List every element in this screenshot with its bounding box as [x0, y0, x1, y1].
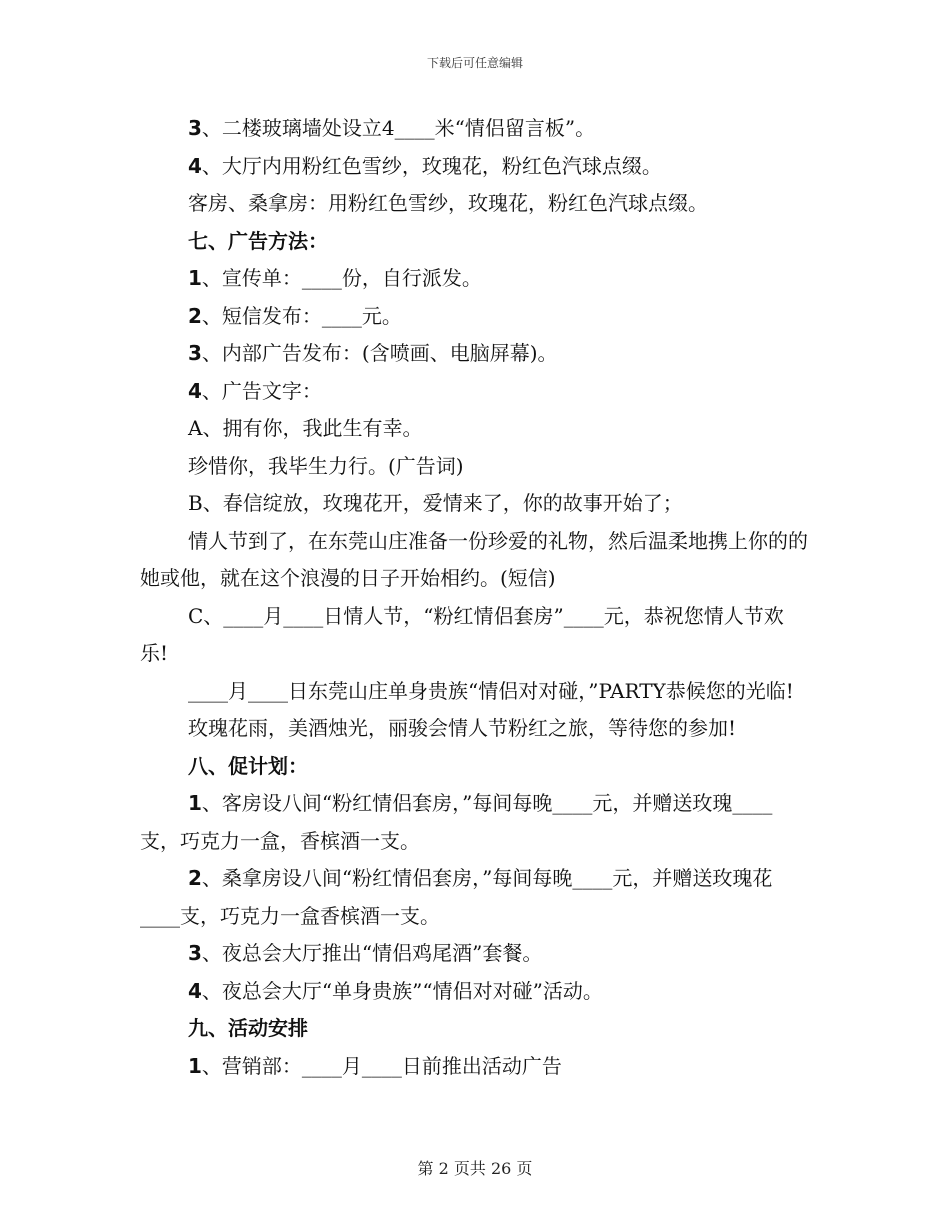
paragraph	[140, 860, 810, 935]
item-number: 1	[188, 1053, 202, 1078]
item-number: 3	[188, 116, 202, 140]
section-heading	[140, 748, 810, 786]
paragraph-text: 、营销部：____月____日前推出活动广告	[201, 1053, 562, 1078]
paragraph-text: 、内部广告发布：(含喷画、电脑屏幕)。	[201, 341, 558, 365]
paragraph	[140, 373, 810, 411]
paragraph	[140, 260, 810, 298]
paragraph	[140, 935, 810, 973]
section-heading	[140, 223, 810, 261]
paragraph	[140, 973, 810, 1011]
item-number: 4	[188, 378, 202, 403]
document-body	[140, 110, 810, 1085]
paragraph-text: 客房、桑拿房：用粉红色雪纱，玫瑰花，粉红色汽球点缀。	[188, 191, 708, 215]
section-heading	[140, 1010, 810, 1048]
paragraph-text: 珍惜你，我毕生力行。(广告词)	[188, 453, 464, 478]
paragraph-text: 、宣传单：____份，自行派发。	[201, 266, 482, 290]
paragraph	[140, 298, 810, 336]
page-number: 第 2 页共 26 页	[417, 1159, 533, 1178]
paragraph-text: 八、促计划：	[188, 753, 308, 778]
item-number: 4	[188, 153, 202, 178]
item-number: 2	[188, 303, 202, 328]
paragraph	[140, 710, 810, 748]
item-number: 2	[188, 866, 202, 890]
paragraph-text: 、二楼玻璃墙处设立4____米“情侣留言板”。	[201, 116, 596, 140]
header-note: 下载后可任意编辑	[426, 56, 523, 70]
paragraph	[140, 523, 810, 598]
paragraph-text: 玫瑰花雨，美酒烛光，丽骏会情人节粉红之旅，等待您的参加!	[188, 716, 737, 740]
paragraph	[140, 410, 810, 448]
paragraph	[140, 1048, 810, 1086]
paragraph	[140, 785, 810, 860]
paragraph	[140, 148, 810, 186]
paragraph-text: B、春信绽放，玫瑰花开，爱情来了，你的故事开始了；	[188, 491, 683, 515]
paragraph-text: 、大厅内用粉红色雪纱，玫瑰花，粉红色汽球点缀。	[201, 153, 662, 178]
item-number: 1	[188, 266, 202, 290]
item-number: 4	[188, 978, 202, 1003]
paragraph-text: 、桑拿房设八间“粉红情侣套房，”每间每晚____元，并赠送玫瑰花____支，巧克力一盒香槟酒一支。	[140, 866, 773, 928]
item-number: 3	[188, 341, 202, 365]
page-footer	[0, 1156, 950, 1179]
item-number: 1	[188, 791, 202, 815]
paragraph	[140, 448, 810, 486]
paragraph-text: A、拥有你，我此生有幸。	[188, 416, 423, 440]
paragraph	[140, 335, 810, 373]
paragraph-text: 、夜总会大厅推出“情侣鸡尾酒”套餐。	[201, 941, 543, 965]
paragraph-text: 、广告文字：	[201, 378, 322, 403]
paragraph	[140, 598, 810, 673]
paragraph-text: 、夜总会大厅“单身贵族”“情侣对对碰”活动。	[201, 978, 603, 1003]
paragraph-text: 情人节到了，在东莞山庄准备一份珍爱的礼物，然后温柔地携上你的的她或他，就在这个浪漫的日子开始相约。(短信)	[140, 528, 808, 590]
paragraph	[140, 185, 810, 223]
paragraph-text: C、____月____日情人节，“粉红情侣套房”____元，恭祝您情人节欢乐!	[140, 603, 784, 665]
item-number: 3	[188, 941, 202, 965]
paragraph	[140, 673, 810, 711]
paragraph	[140, 110, 810, 148]
paragraph	[140, 485, 810, 523]
paragraph-text: ____月____日东莞山庄单身贵族“情侣对对碰，”PARTY恭候您的光临!	[188, 678, 794, 703]
paragraph-text: 九、活动安排	[188, 1016, 308, 1040]
paragraph-text: 、短信发布：____元。	[201, 303, 402, 328]
page-header	[0, 54, 950, 71]
paragraph-text: 、客房设八间“粉红情侣套房，”每间每晚____元，并赠送玫瑰____支，巧克力一盒，香槟酒一支。	[140, 791, 773, 853]
paragraph-text: 七、广告方法：	[188, 228, 328, 253]
